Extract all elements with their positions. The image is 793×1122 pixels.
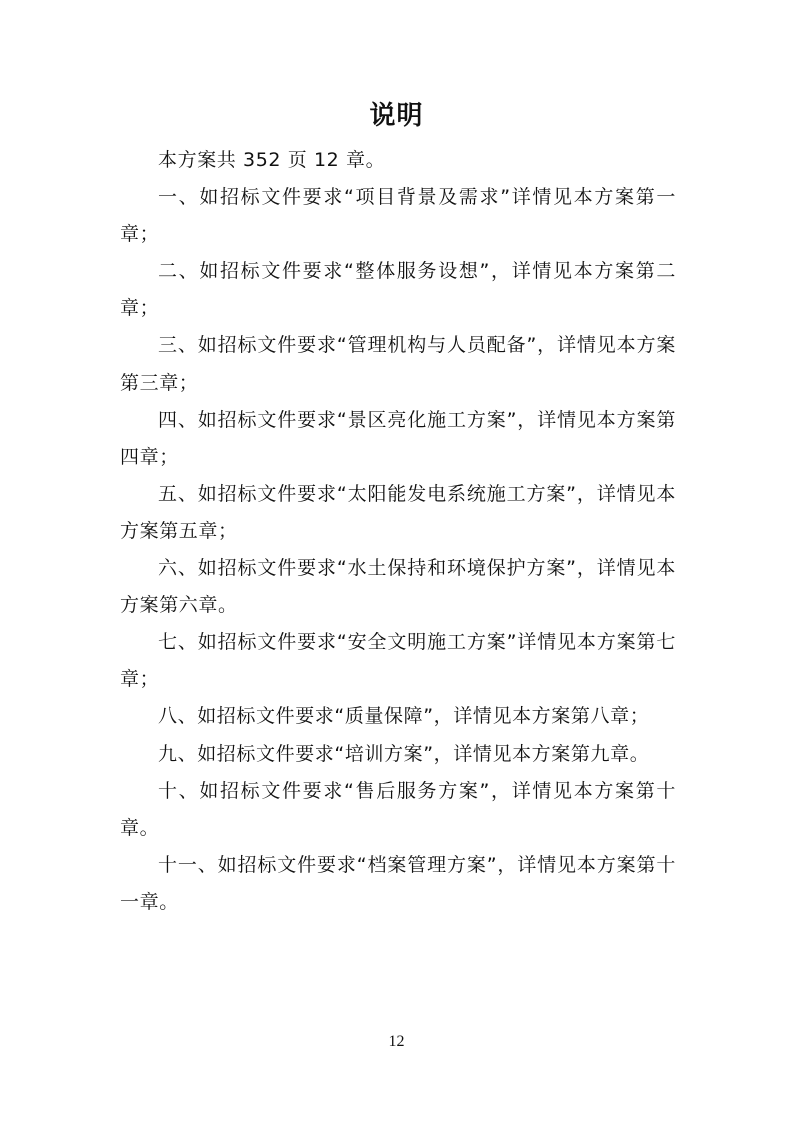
paragraph-item-10: 十、如招标文件要求“售后服务方案”，详情见本方案第十章。 <box>120 779 676 839</box>
page-title: 说明 <box>369 101 424 131</box>
paragraph-item-8: 八、如招标文件要求“质量保障”，详情见本方案第八章； <box>158 705 650 728</box>
page-number: 12 <box>388 1033 405 1050</box>
paragraph-item-6: 六、如招标文件要求“水土保持和环境保护方案”，详情见本方案第六章。 <box>120 557 676 617</box>
paragraph-item-4: 四、如招标文件要求“景区亮化施工方案”，详情见本方案第四章； <box>120 408 676 468</box>
paragraph-item-11: 十一、如招标文件要求“档案管理方案”，详情见本方案第十一章。 <box>120 853 676 913</box>
document-body <box>120 142 676 921</box>
paragraph-item-9: 九、如招标文件要求“培训方案”，详情见本方案第九章。 <box>158 742 650 765</box>
paragraph-item-5: 五、如招标文件要求“太阳能发电系统施工方案”，详情见本方案第五章； <box>120 482 676 542</box>
paragraph-item-1: 一、如招标文件要求“项目背景及需求”详情见本方案第一章； <box>120 186 676 246</box>
paragraph-item-3: 三、如招标文件要求“管理机构与人员配备”，详情见本方案第三章； <box>120 334 676 394</box>
paragraph-item-7: 七、如招标文件要求“安全文明施工方案”详情见本方案第七章； <box>120 631 676 691</box>
paragraph-item-2: 二、如招标文件要求“整体服务设想”，详情见本方案第二章； <box>120 260 676 320</box>
paragraph-summary: 本方案共 352 页 12 章。 <box>158 149 386 171</box>
